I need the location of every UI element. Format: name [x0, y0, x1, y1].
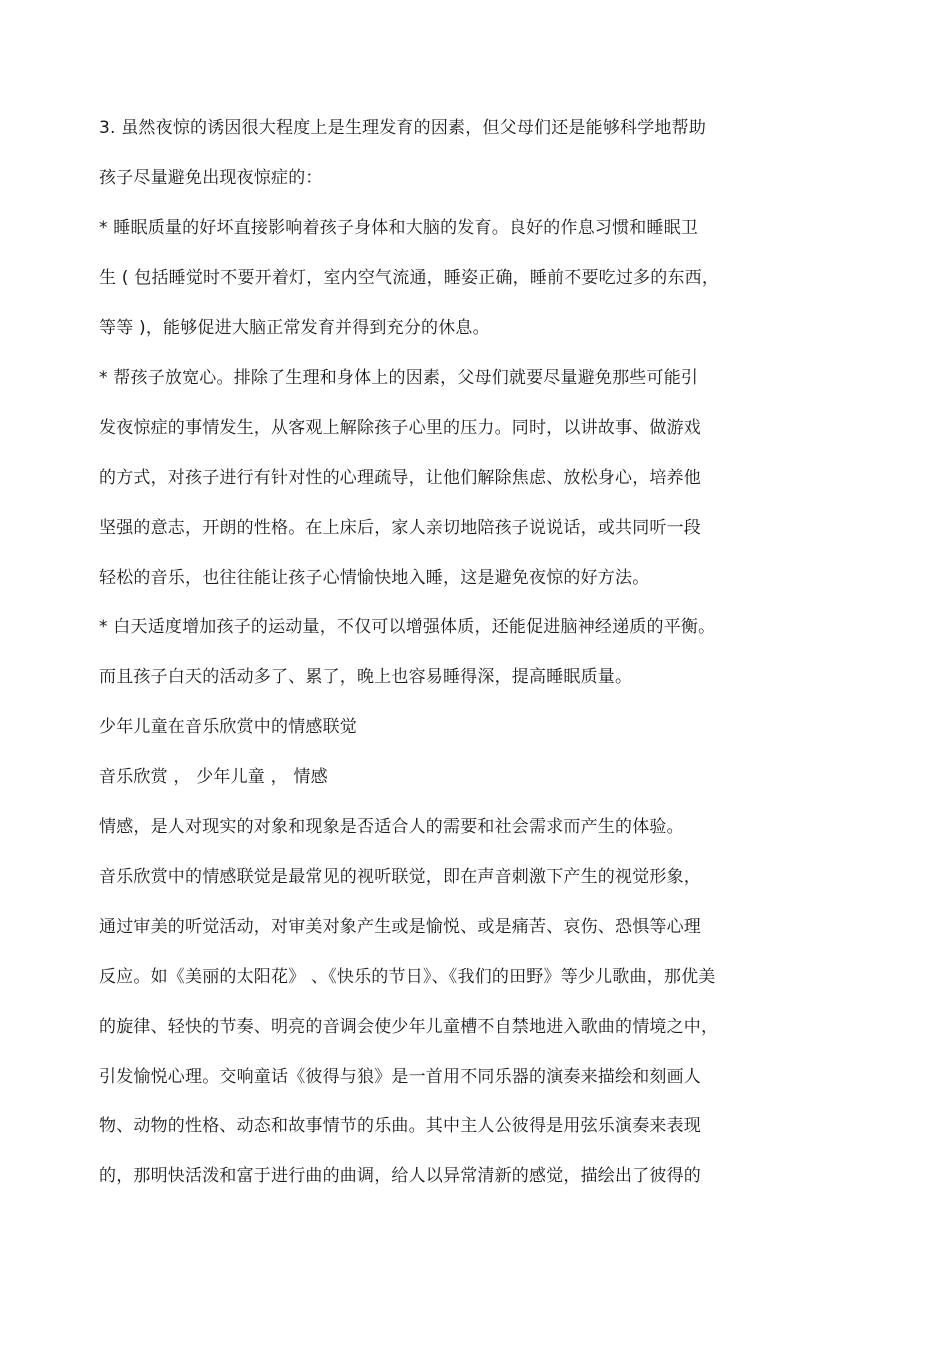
text-line: 发夜惊症的事情发生，从客观上解除孩子心里的压力。同时，以讲故事、做游戏 [99, 418, 701, 438]
text-line: 的，那明快活泼和富于进行曲的曲调，给人以异常清新的感觉，描绘出了彼得的 [99, 1166, 701, 1186]
text-line: * 帮孩子放宽心。排除了生理和身体上的因素，父母们就要尽量避免那些可能引 [99, 368, 699, 388]
text-line: 孩子尽量避免出现夜惊症的： [99, 168, 323, 188]
text-line: 引发愉悦心理。交响童话《彼得与狼》是一首用不同乐器的演奏来描绘和刻画人 [99, 1067, 701, 1087]
text-line: 的方式，对孩子进行有针对性的心理疏导，让他们解除焦虑、放松身心，培养他 [99, 468, 701, 488]
text-line: 通过审美的听觉活动，对审美对象产生或是愉悦、或是痛苦、哀伤、恐惧等心理 [99, 917, 701, 937]
text-line: 轻松的音乐，也往往能让孩子心情愉快地入睡，这是避免夜惊的好方法。 [99, 568, 650, 588]
text-line: 物、动物的性格、动态和故事情节的乐曲。其中主人公彼得是用弦乐演奏来表现 [99, 1116, 701, 1136]
text-line: 等等 )，能够促进大脑正常发育并得到充分的休息。 [99, 318, 490, 338]
text-line: 坚强的意志，开朗的性格。在上床后，家人亲切地陪孩子说说话，或共同听一段 [99, 518, 701, 538]
section-title: 少年儿童在音乐欣赏中的情感联觉 [99, 717, 357, 737]
text-line: 反应。如《美丽的太阳花》 、《快乐的节日》、《我们的田野》等少儿歌曲，那优美 [99, 967, 716, 987]
text-line: 音乐欣赏中的情感联觉是最常见的视听联觉，即在声音刺激下产生的视觉形象， [99, 867, 701, 887]
text-line: 生 ( 包括睡觉时不要开着灯，室内空气流通，睡姿正确，睡前不要吃过多的东西， [99, 268, 720, 288]
text-line: 情感，是人对现实的对象和现象是否适合人的需要和社会需求而产生的体验。 [99, 817, 684, 837]
text-line: 而且孩子白天的活动多了、累了，晚上也容易睡得深，提高睡眠质量。 [99, 667, 633, 687]
keywords-line: 音乐欣赏 ， 少年儿童 ， 情感 [99, 767, 328, 787]
text-line: * 睡眠质量的好坏直接影响着孩子身体和大脑的发育。良好的作息习惯和睡眠卫 [99, 218, 699, 238]
text-line: 3. 虽然夜惊的诱因很大程度上是生理发育的因素，但父母们还是能够科学地帮助 [99, 118, 707, 138]
text-line: 的旋律、轻快的节奏、明亮的音调会使少年儿童槽不自禁地进入歌曲的情境之中， [99, 1017, 719, 1037]
text-line: * 白天适度增加孩子的运动量，不仅可以增强体质，还能促进脑神经递质的平衡。 [99, 617, 716, 637]
